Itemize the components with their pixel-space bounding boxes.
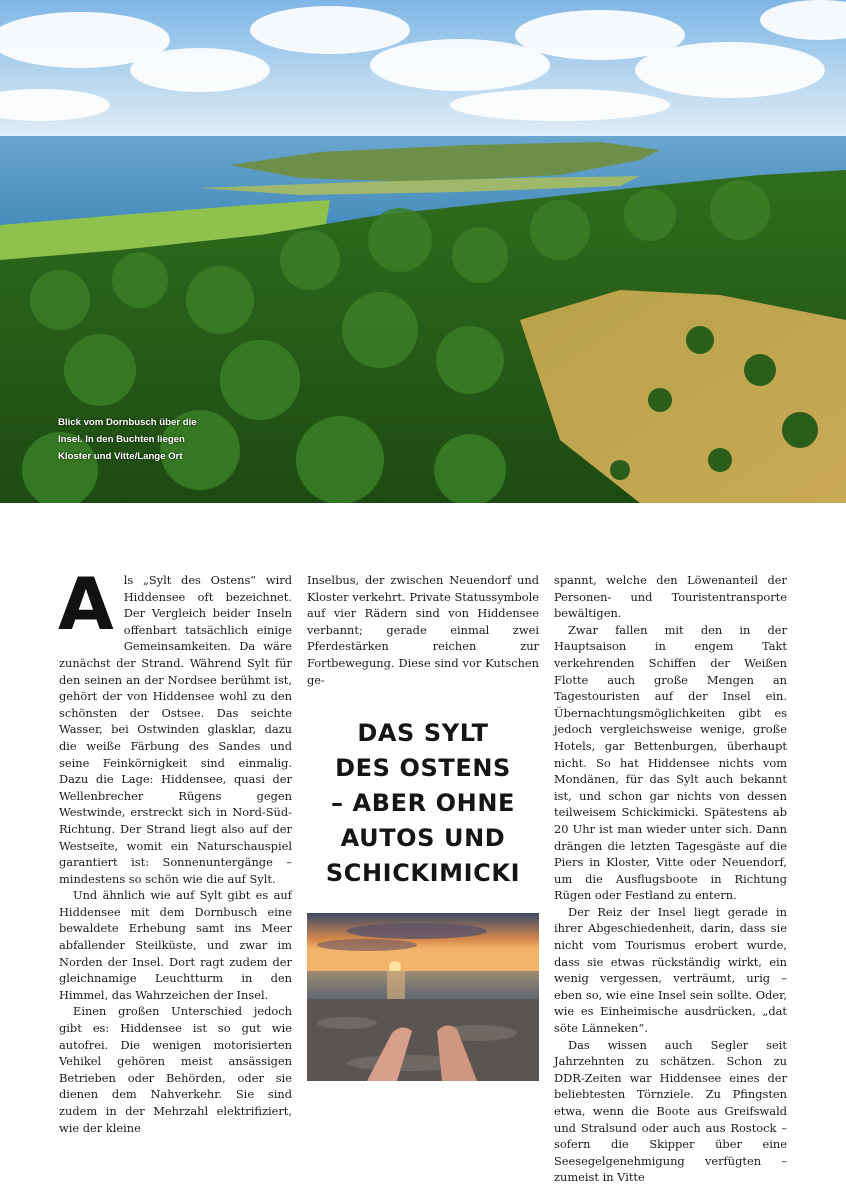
caption-line: Insel. In den Buchten liegen [58, 434, 185, 445]
article-paragraph: Inselbus, der zwischen Neuendorf und Kloster verkehrt. Private Statussymbole auf vier Rädern sind von Hiddensee verbannt; gerade einmal zwei Pferdestärken reichen zur Fortbewegung. Diese sind vor Kutschen ge- [307, 573, 539, 687]
caption-line: Blick vom Dornbusch über die [58, 417, 197, 428]
pull-quote-line: SCHICKIMICKI [325, 859, 521, 888]
pull-quote-line: AUTOS UND [340, 824, 506, 853]
beach-sunset-photo-icon [307, 913, 539, 1081]
article-paragraph: Das wissen auch Segler seit Jahrzehnten zu schätzen. Schon zu DDR-Zeiten war Hiddensee eines der beliebtesten Törnziele. Zu Pfingsten etwa, wenn die Boote aus Greifswald und Stralsund oder auch aus Rostock – sofern die Skipper über eine Seesegelgenehmigung verfügten – zumeist in Vitte [554, 1037, 787, 1185]
article-column-3 [554, 572, 787, 1186]
caption-line: Kloster und Vitte/Lange Ort [58, 451, 183, 462]
pull-quote-line: DAS SYLT [357, 719, 489, 748]
article-paragraph: spannt, welche den Löwenanteil der Personen- und Touristentransporte bewältigen. [554, 573, 787, 621]
article-column-2 [307, 572, 539, 1081]
article-paragraph: Einen großen Unterschied jedoch gibt es: Hiddensee ist so gut wie autofrei. Die wenigen motorisierten Vehikel gehören meist ansässigen Betrieben oder Behörden, oder sie dienen dem Nahverkehr. Sie sind zudem in der Mehrzahl elektrifiziert, wie der kleine [59, 1004, 292, 1135]
hero-photo [0, 0, 846, 503]
beach-photo [307, 913, 539, 1081]
article-paragraph: Zwar fallen mit den in der Hauptsaison in engem Takt verkehrenden Schiffen der Weißen Flotte auch große Mengen an Tagestouristen auf der Insel ein. Übernachtungsmöglichkeiten gibt es jedoch vergleichsweise wenige, große Hotels, gar Bettenburgen, überhaupt nicht. So hat Hiddensee nichts vom Mondänen, für das Sylt auch bekannt ist, und schon gar nichts von dessen teilweisem Schickimicki. Spätestens ab 20 Uhr ist man wieder unter sich. Dann drängen die letzten Tagesgäste auf die Piers in Kloster, Vitte oder Neuendorf, um die Ausflugsboote in Richtung Rügen oder Festland zu entern. [554, 622, 787, 903]
pull-quote [307, 716, 539, 891]
article-paragraph: Und ähnlich wie auf Sylt gibt es auf Hiddensee mit dem Dornbusch eine bewaldete Erhebung samt ins Meer abfallender Steilküste, und zwar im Norden der Insel. Dort ragt zudem der gleichnamige Leuchtturm in den Himmel, das Wahrzeichen der Insel. [59, 888, 292, 1002]
pull-quote-line: – ABER OHNE [330, 789, 516, 818]
photo-caption [58, 414, 208, 465]
article-column-1 [58, 562, 292, 1136]
article-paragraph: Der Reiz der Insel liegt gerade in ihrer Abgeschiedenheit, darin, dass sie nicht vom Tourismus erobert wurde, dass sie etwas rückständig wirkt, ein wenig vergessen, verträumt, urig – eben so, wie eine Insel sein sollte. Oder, wie es Einheimische ausdrücken, „dat söte Länneken“. [554, 904, 787, 1036]
article-paragraph: Als „Sylt des Ostens“ wird Hiddensee oft bezeichnet. Der Vergleich beider Inseln offenbart tatsächlich einige Gemeinsamkeiten. Da wäre zunächst der Strand. Während Sylt für den seinen an der Nordsee berühmt ist, gehört der von Hiddensee wohl zu den schönsten der Ostsee. Das seichte Wasser, bei Ostwinden glasklar, dazu die weiße Färbung des Sandes und seine Feinkörnigkeit sind einmalig. Dazu die Lage: Hiddensee, quasi der Wellenbrecher Rügens gegen Westwinde, erstreckt sich in Nord-Süd-Richtung. Der Strand liegt also auf der Westseite, womit ein Naturschauspiel garantiert ist: Sonnenuntergänge – mindestens so schön wie die auf Sylt. [58, 562, 292, 886]
pull-quote-line: DES OSTENS [335, 754, 511, 783]
drop-cap: A [58, 562, 114, 646]
